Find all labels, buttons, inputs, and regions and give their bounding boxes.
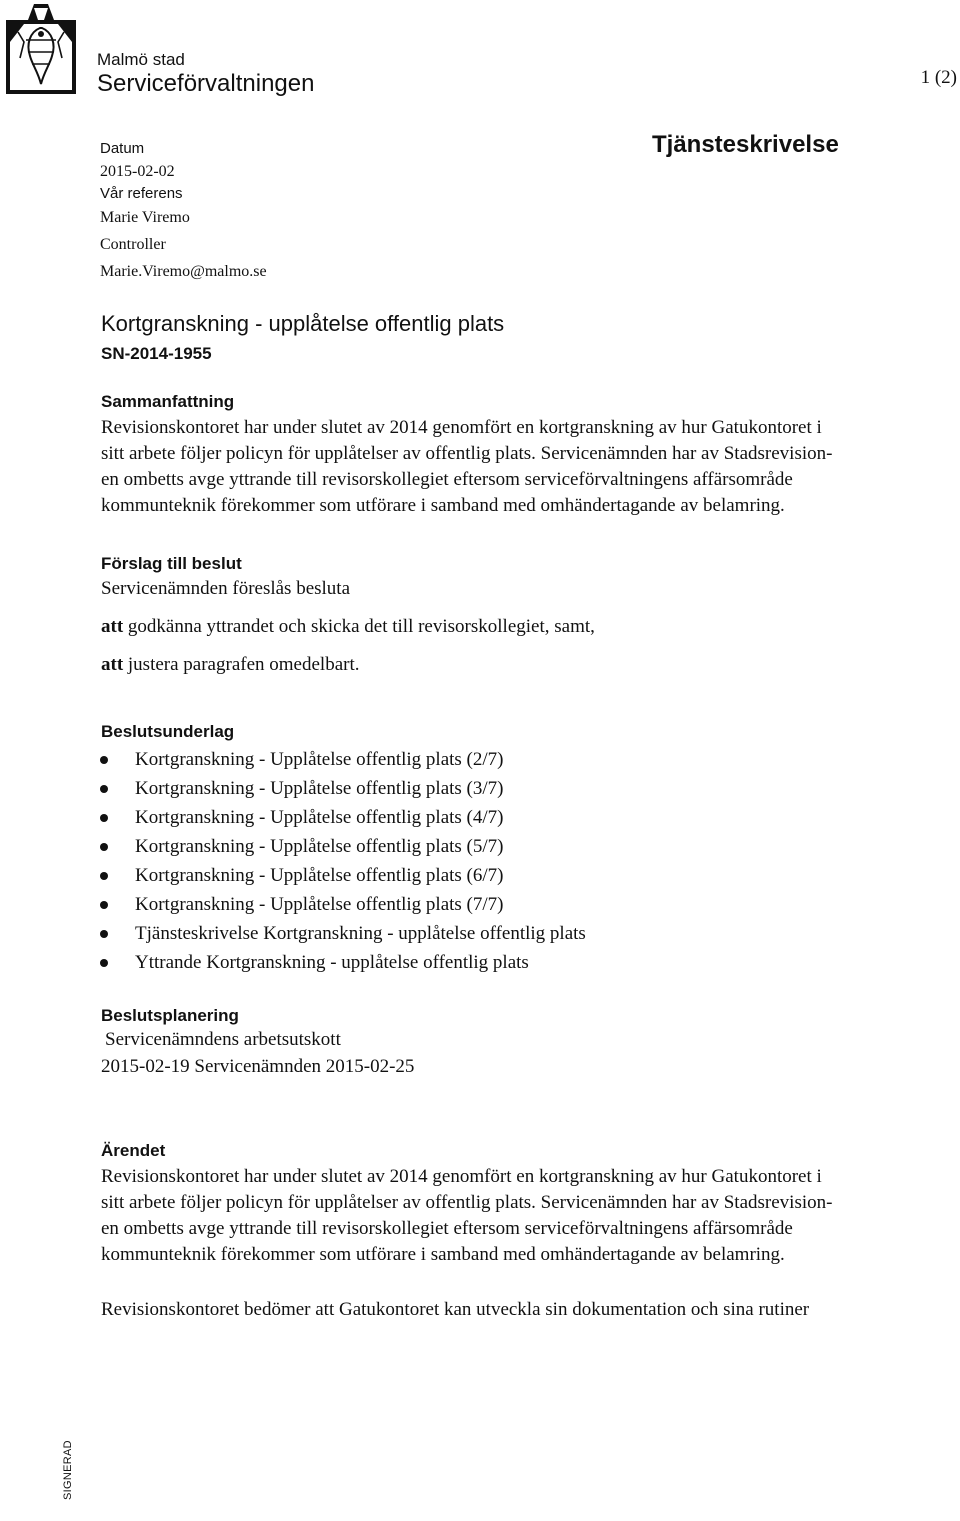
list-item: [100, 948, 586, 977]
basis-item-text: Tjänsteskrivelse Kortgranskning - upplåtelse offentlig plats: [135, 923, 586, 944]
bullet-icon: [100, 872, 108, 880]
list-item: [100, 745, 586, 774]
matter-line: kommunteknik förekommer som utförare i samband med omhändertagande av belamring.: [101, 1244, 785, 1265]
list-item: [100, 774, 586, 803]
proposal-text: justera paragrafen omedelbart.: [123, 654, 360, 675]
matter-line: Revisionskontoret har under slutet av 2014 genomfört en kortgranskning av hur Gatukontoret i: [101, 1166, 822, 1187]
document-title: Kortgranskning - upplåtelse offentlig plats: [101, 311, 505, 336]
proposal-text: godkänna yttrandet och skicka det till revisorskollegiet, samt,: [123, 616, 595, 637]
bullet-icon: [100, 756, 108, 764]
date-value: 2015-02-02: [100, 163, 175, 180]
matter-extra-paragraph: Revisionskontoret bedömer att Gatukontoret kan utveckla sin dokumentation och sina rutiner: [101, 1299, 810, 1320]
summary-line: sitt arbete följer policyn för upplåtelser av offentlig plats. Servicenämnden har av Stadsrevision-: [101, 443, 833, 464]
planning-line: Servicenämndens arbetsutskott: [105, 1029, 341, 1050]
proposal-item: [101, 614, 953, 640]
bullet-icon: [100, 843, 108, 851]
summary-line: en ombetts avge yttrande till revisorskollegiet eftersom serviceförvaltningens affärsområde: [101, 469, 793, 490]
basis-item-text: Kortgranskning - Upplåtelse offentlig plats (4/7): [135, 807, 504, 828]
organization-name: Malmö stad: [97, 50, 185, 69]
bullet-icon: [100, 959, 108, 967]
matter-paragraph: [101, 1164, 953, 1268]
bullet-icon: [100, 785, 108, 793]
basis-item-text: Yttrande Kortgranskning - upplåtelse offentlig plats: [135, 952, 529, 973]
proposal-intro: Servicenämnden föreslås besluta: [101, 578, 351, 599]
reference-label: Vår referens: [100, 185, 183, 202]
department-name: Serviceförvaltningen: [97, 70, 315, 97]
basis-item-text: Kortgranskning - Upplåtelse offentlig plats (5/7): [135, 836, 504, 857]
basis-heading: Beslutsunderlag: [101, 722, 235, 741]
basis-item-text: Kortgranskning - Upplåtelse offentlig plats (3/7): [135, 778, 504, 799]
proposal-keyword: att: [101, 654, 124, 675]
basis-item-text: Kortgranskning - Upplåtelse offentlig plats (7/7): [135, 894, 504, 915]
summary-heading: Sammanfattning: [101, 392, 235, 411]
summary-line: Revisionskontoret har under slutet av 2014 genomfört en kortgranskning av hur Gatukontoret i: [101, 417, 822, 438]
basis-list: [100, 745, 586, 977]
planning-line: 2015-02-19 Servicenämnden 2015-02-25: [101, 1056, 415, 1077]
matter-heading: Ärendet: [101, 1141, 166, 1160]
signed-label: SIGNERAD: [62, 1440, 74, 1500]
basis-item-text: Kortgranskning - Upplåtelse offentlig plats (2/7): [135, 749, 504, 770]
matter-line: en ombetts avge yttrande till revisorskollegiet eftersom serviceförvaltningens affärsområde: [101, 1218, 793, 1239]
bullet-icon: [100, 814, 108, 822]
planning-heading: Beslutsplanering: [101, 1006, 239, 1025]
document-type-heading: Tjänsteskrivelse: [652, 131, 839, 158]
reference-name: Marie Viremo: [100, 209, 190, 226]
bullet-icon: [100, 901, 108, 909]
summary-line: kommunteknik förekommer som utförare i samband med omhändertagande av belamring.: [101, 495, 785, 516]
matter-line: sitt arbete följer policyn för upplåtelser av offentlig plats. Servicenämnden har av Stadsrevision-: [101, 1192, 833, 1213]
list-item: [100, 832, 586, 861]
malmo-coat-of-arms-logo: [4, 2, 78, 94]
summary-paragraph: [101, 415, 953, 519]
list-item: [100, 890, 586, 919]
date-label: Datum: [100, 140, 145, 157]
list-item: [100, 861, 586, 890]
list-item: [100, 919, 586, 948]
proposal-heading: Förslag till beslut: [101, 554, 242, 573]
case-number: SN-2014-1955: [101, 344, 212, 363]
list-item: [100, 803, 586, 832]
page-indicator: 1 (2): [920, 67, 957, 88]
proposal-item: [101, 652, 953, 678]
bullet-icon: [100, 930, 108, 938]
proposal-keyword: att: [101, 616, 124, 637]
reference-role: Controller: [100, 236, 166, 253]
basis-item-text: Kortgranskning - Upplåtelse offentlig plats (6/7): [135, 865, 504, 886]
reference-email: Marie.Viremo@malmo.se: [100, 263, 267, 280]
